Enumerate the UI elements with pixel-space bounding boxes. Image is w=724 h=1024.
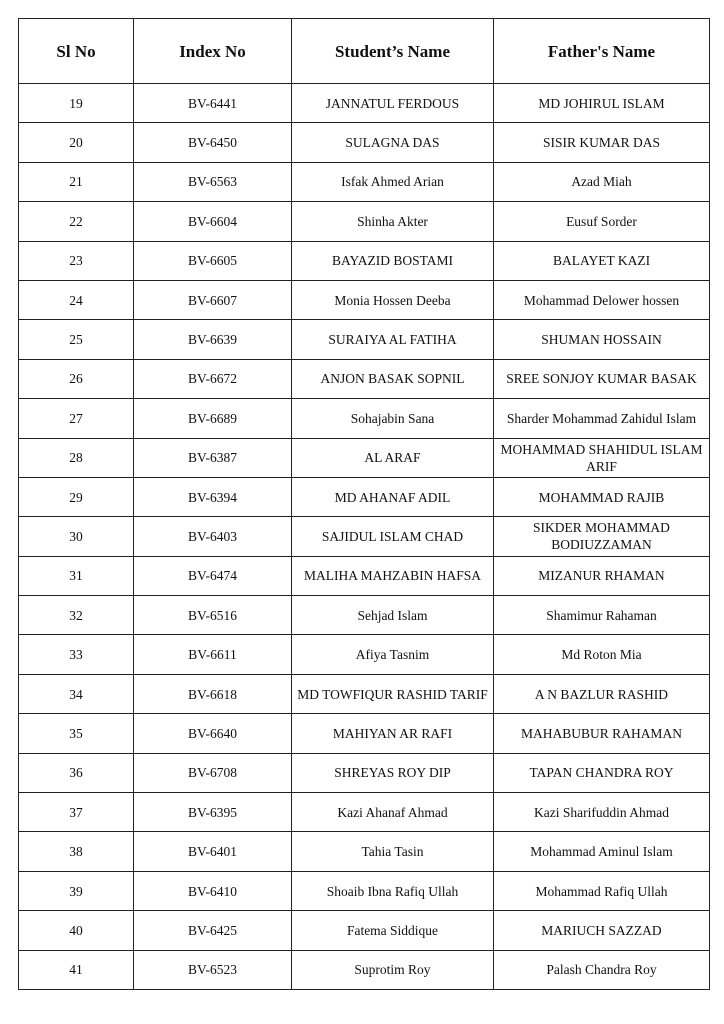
cell-index-no: BV-6387 [134, 438, 292, 477]
cell-student-name: Sohajabin Sana [292, 399, 494, 438]
cell-father-name: MARIUCH SAZZAD [494, 911, 710, 950]
cell-father-name: SREE SONJOY KUMAR BASAK [494, 359, 710, 398]
table-row [19, 438, 710, 477]
table-row [19, 359, 710, 398]
cell-index-no: BV-6618 [134, 674, 292, 713]
table-row [19, 399, 710, 438]
header-index-no: Index No [134, 19, 292, 84]
table-row [19, 241, 710, 280]
cell-sl-no: 33 [19, 635, 134, 674]
cell-index-no: BV-6563 [134, 162, 292, 201]
cell-sl-no: 23 [19, 241, 134, 280]
cell-index-no: BV-6672 [134, 359, 292, 398]
table-row [19, 674, 710, 713]
cell-student-name: BAYAZID BOSTAMI [292, 241, 494, 280]
cell-index-no: BV-6605 [134, 241, 292, 280]
table-row [19, 162, 710, 201]
cell-sl-no: 25 [19, 320, 134, 359]
cell-sl-no: 41 [19, 950, 134, 989]
cell-father-name: Palash Chandra Roy [494, 950, 710, 989]
cell-father-name: SISIR KUMAR DAS [494, 123, 710, 162]
cell-father-name: MAHABUBUR RAHAMAN [494, 714, 710, 753]
table-row [19, 832, 710, 871]
cell-index-no: BV-6450 [134, 123, 292, 162]
cell-sl-no: 36 [19, 753, 134, 792]
table-row [19, 950, 710, 989]
cell-student-name: Monia Hossen Deeba [292, 280, 494, 319]
cell-sl-no: 29 [19, 477, 134, 516]
cell-student-name: SULAGNA DAS [292, 123, 494, 162]
cell-sl-no: 19 [19, 84, 134, 123]
cell-sl-no: 34 [19, 674, 134, 713]
cell-index-no: BV-6639 [134, 320, 292, 359]
cell-index-no: BV-6401 [134, 832, 292, 871]
header-sl-no: Sl No [19, 19, 134, 84]
cell-father-name: Eusuf Sorder [494, 202, 710, 241]
cell-student-name: MALIHA MAHZABIN HAFSA [292, 556, 494, 595]
cell-sl-no: 30 [19, 517, 134, 556]
table-row [19, 202, 710, 241]
cell-student-name: AL ARAF [292, 438, 494, 477]
cell-father-name: Kazi Sharifuddin Ahmad [494, 793, 710, 832]
cell-student-name: MAHIYAN AR RAFI [292, 714, 494, 753]
cell-father-name: BALAYET KAZI [494, 241, 710, 280]
cell-father-name: TAPAN CHANDRA ROY [494, 753, 710, 792]
cell-sl-no: 37 [19, 793, 134, 832]
cell-sl-no: 24 [19, 280, 134, 319]
cell-father-name: Azad Miah [494, 162, 710, 201]
cell-student-name: ANJON BASAK SOPNIL [292, 359, 494, 398]
cell-student-name: Suprotim Roy [292, 950, 494, 989]
cell-student-name: Kazi Ahanaf Ahmad [292, 793, 494, 832]
cell-sl-no: 31 [19, 556, 134, 595]
cell-sl-no: 35 [19, 714, 134, 753]
student-list-table [18, 18, 710, 990]
cell-index-no: BV-6708 [134, 753, 292, 792]
cell-index-no: BV-6395 [134, 793, 292, 832]
cell-sl-no: 39 [19, 871, 134, 910]
cell-student-name: Afiya Tasnim [292, 635, 494, 674]
table-row [19, 753, 710, 792]
table-row [19, 477, 710, 516]
cell-father-name: MOHAMMAD RAJIB [494, 477, 710, 516]
cell-father-name: SIKDER MOHAMMAD BODIUZZAMAN [494, 517, 710, 556]
table-row [19, 123, 710, 162]
cell-father-name: SHUMAN HOSSAIN [494, 320, 710, 359]
table-row [19, 911, 710, 950]
cell-index-no: BV-6441 [134, 84, 292, 123]
table-row [19, 320, 710, 359]
table-row [19, 280, 710, 319]
cell-sl-no: 38 [19, 832, 134, 871]
cell-student-name: SURAIYA AL FATIHA [292, 320, 494, 359]
cell-index-no: BV-6640 [134, 714, 292, 753]
table-row [19, 793, 710, 832]
cell-sl-no: 32 [19, 596, 134, 635]
cell-father-name: Mohammad Delower hossen [494, 280, 710, 319]
cell-father-name: MOHAMMAD SHAHIDUL ISLAM ARIF [494, 438, 710, 477]
cell-father-name: MD JOHIRUL ISLAM [494, 84, 710, 123]
cell-sl-no: 21 [19, 162, 134, 201]
cell-student-name: Fatema Siddique [292, 911, 494, 950]
table-row [19, 596, 710, 635]
cell-student-name: Shoaib Ibna Rafiq Ullah [292, 871, 494, 910]
cell-father-name: Sharder Mohammad Zahidul Islam [494, 399, 710, 438]
header-father-name: Father's Name [494, 19, 710, 84]
cell-student-name: Isfak Ahmed Arian [292, 162, 494, 201]
cell-student-name: SHREYAS ROY DIP [292, 753, 494, 792]
cell-index-no: BV-6607 [134, 280, 292, 319]
cell-student-name: MD TOWFIQUR RASHID TARIF [292, 674, 494, 713]
cell-student-name: SAJIDUL ISLAM CHAD [292, 517, 494, 556]
cell-student-name: MD AHANAF ADIL [292, 477, 494, 516]
cell-father-name: Mohammad Rafiq Ullah [494, 871, 710, 910]
cell-sl-no: 26 [19, 359, 134, 398]
cell-student-name: Tahia Tasin [292, 832, 494, 871]
table-row [19, 871, 710, 910]
cell-index-no: BV-6611 [134, 635, 292, 674]
cell-student-name: JANNATUL FERDOUS [292, 84, 494, 123]
table-row [19, 84, 710, 123]
cell-index-no: BV-6394 [134, 477, 292, 516]
cell-index-no: BV-6523 [134, 950, 292, 989]
cell-father-name: Md Roton Mia [494, 635, 710, 674]
cell-sl-no: 22 [19, 202, 134, 241]
cell-sl-no: 28 [19, 438, 134, 477]
cell-student-name: Shinha Akter [292, 202, 494, 241]
cell-index-no: BV-6689 [134, 399, 292, 438]
cell-father-name: Shamimur Rahaman [494, 596, 710, 635]
cell-index-no: BV-6410 [134, 871, 292, 910]
header-row [19, 19, 710, 84]
table-row [19, 635, 710, 674]
table-body [19, 84, 710, 990]
table-row [19, 517, 710, 556]
cell-index-no: BV-6474 [134, 556, 292, 595]
cell-sl-no: 20 [19, 123, 134, 162]
cell-index-no: BV-6516 [134, 596, 292, 635]
table-row [19, 714, 710, 753]
cell-index-no: BV-6403 [134, 517, 292, 556]
cell-father-name: MIZANUR RHAMAN [494, 556, 710, 595]
cell-student-name: Sehjad Islam [292, 596, 494, 635]
table-row [19, 556, 710, 595]
cell-sl-no: 40 [19, 911, 134, 950]
header-student-name: Student’s Name [292, 19, 494, 84]
cell-father-name: Mohammad Aminul Islam [494, 832, 710, 871]
cell-index-no: BV-6425 [134, 911, 292, 950]
cell-sl-no: 27 [19, 399, 134, 438]
cell-father-name: A N BAZLUR RASHID [494, 674, 710, 713]
cell-index-no: BV-6604 [134, 202, 292, 241]
